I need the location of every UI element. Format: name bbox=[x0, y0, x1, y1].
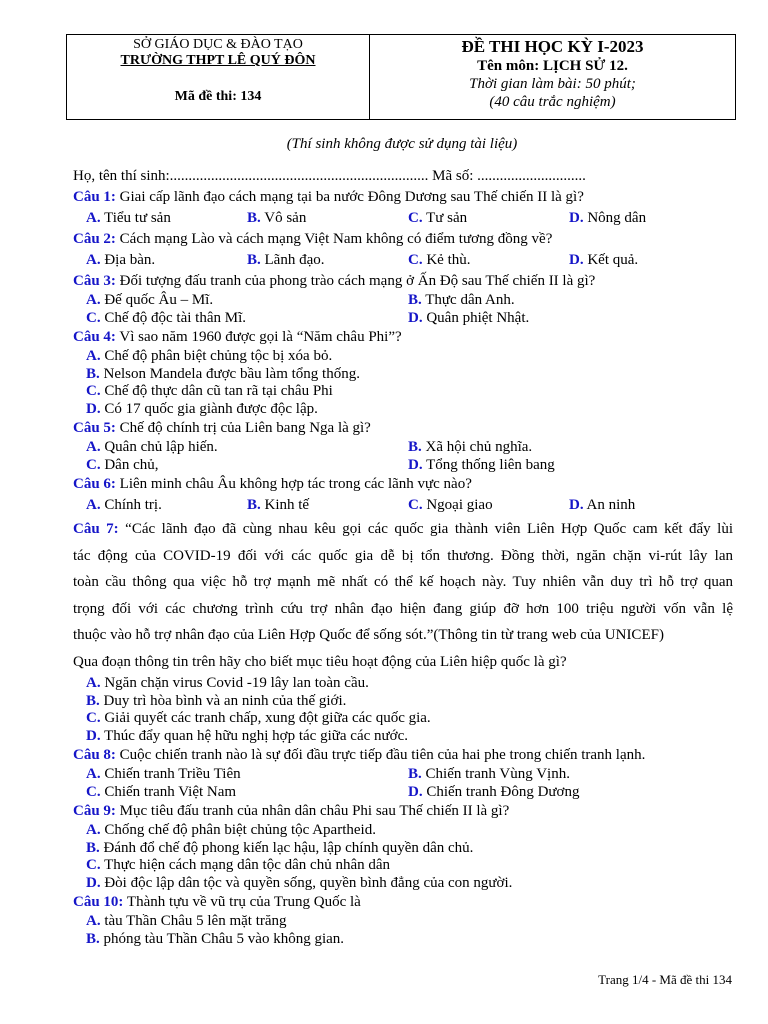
question-label: Câu 1: bbox=[73, 189, 116, 205]
option-d: D. Đòi độc lập dân tộc và quyền sống, quyền bình đẳng của con người. bbox=[86, 874, 513, 891]
option-a: A. Chiến tranh Triều Tiên bbox=[86, 766, 241, 782]
option-d: D. Thúc đẩy quan hệ hữu nghị hợp tác giữa các nước. bbox=[86, 727, 408, 744]
question-5 bbox=[73, 418, 733, 439]
school-name: TRƯỜNG THPT LÊ QUÝ ĐÔN bbox=[120, 53, 316, 68]
subject: Tên môn: LỊCH SỬ 12. bbox=[477, 58, 628, 74]
header-left bbox=[67, 35, 370, 119]
question-6 bbox=[73, 474, 733, 495]
duration: Thời gian làm bài: 50 phút; bbox=[469, 76, 636, 92]
question-text: Đối tượng đấu tranh của phong trào cách mạng ở Ấn Độ sau Thế chiến II là gì? bbox=[119, 273, 596, 289]
question-text: Thành tựu về vũ trụ của Trung Quốc là bbox=[126, 894, 361, 910]
question-label: Câu 9: bbox=[73, 803, 116, 819]
option-c: C. Ngoại giao bbox=[408, 497, 493, 513]
question-text: Mục tiêu đấu tranh của nhân dân châu Phi sau Thế chiến II là gì? bbox=[119, 803, 510, 819]
options-row bbox=[73, 766, 733, 784]
options-row bbox=[73, 784, 733, 802]
options-row bbox=[73, 439, 733, 457]
option-a: A. tàu Thần Châu 5 lên mặt trăng bbox=[86, 913, 287, 929]
option-b: B. phóng tàu Thần Châu 5 vào không gian. bbox=[86, 930, 345, 947]
option-d: D. An ninh bbox=[569, 497, 636, 513]
question-7 bbox=[73, 516, 733, 543]
option-c: C. Thực hiện cách mạng dân tộc dân chủ nhân dân bbox=[86, 857, 391, 873]
question-label: Câu 7: bbox=[73, 521, 119, 537]
header-table bbox=[66, 34, 736, 120]
no-materials-note: (Thí sinh không được sử dụng tài liệu) bbox=[286, 136, 518, 152]
options-row bbox=[73, 292, 733, 310]
options-row bbox=[73, 495, 733, 516]
exam-code: Mã đề thi: 134 bbox=[174, 89, 262, 104]
exam-content bbox=[73, 166, 733, 948]
question-8 bbox=[73, 745, 733, 766]
option-c: C. Dân chủ, bbox=[86, 456, 159, 473]
question-2 bbox=[73, 229, 733, 250]
options-row bbox=[73, 310, 733, 328]
option-d: D. Có 17 quốc gia giành được độc lập. bbox=[86, 400, 318, 417]
option-b: B. Vô sản bbox=[247, 210, 307, 226]
option-b: B. Chiến tranh Vùng Vịnh. bbox=[408, 766, 570, 782]
question-prompt: Qua đoạn thông tin trên hãy cho biết mục tiêu hoạt động của Liên hiệp quốc là gì? bbox=[73, 653, 567, 670]
option-d: D. Nông dân bbox=[569, 210, 647, 226]
question-label: Câu 6: bbox=[73, 476, 116, 492]
option-a: A. Đế quốc Âu – Mĩ. bbox=[86, 292, 214, 308]
question-text: Vì sao năm 1960 được gọi là “Năm châu Phi”? bbox=[119, 329, 402, 345]
option-c: C. Kẻ thù. bbox=[408, 252, 471, 268]
option-a: A. Chế độ phân biệt chủng tộc bị xóa bỏ. bbox=[86, 348, 333, 364]
question-text: Cách mạng Lào và cách mạng Việt Nam không có điểm tương đồng về? bbox=[119, 231, 553, 247]
option-a: A. Chống chế độ phân biệt chủng tộc Apartheid. bbox=[86, 822, 376, 838]
option-c: C. Chiến tranh Việt Nam bbox=[86, 783, 237, 800]
header-right bbox=[370, 35, 735, 119]
student-info-line: Họ, tên thí sinh:..................................................................... Mã số: ............................. bbox=[73, 168, 586, 184]
passage-line: “Các lãnh đạo đã cùng nhau kêu gọi các quốc gia thành viên Liên Hợp Quốc cam kết đẩy lùi bbox=[125, 521, 733, 537]
options-row bbox=[73, 457, 733, 475]
option-a: A. Tiểu tư sản bbox=[86, 210, 171, 226]
question-text: Giai cấp lãnh đạo cách mạng tại ba nước Đông Dương sau Thế chiến II là gì? bbox=[119, 189, 584, 205]
option-a: A. Ngăn chặn virus Covid -19 lây lan toàn cầu. bbox=[86, 675, 369, 691]
passage-line: toàn cầu thông qua việc hỗ trợ mạnh mẽ nhất có thể kế hoạch này. Tuy nhiên vẫn duy trì hỗ trợ quan bbox=[73, 574, 733, 590]
question-count: (40 câu trắc nghiệm) bbox=[489, 94, 616, 110]
option-d: D. Chiến tranh Đông Dương bbox=[408, 783, 580, 800]
question-3 bbox=[73, 271, 733, 292]
options-row bbox=[73, 208, 733, 229]
option-b: B. Thực dân Anh. bbox=[408, 292, 515, 308]
option-d: D. Kết quả. bbox=[569, 252, 639, 268]
option-d: D. Tổng thống liên bang bbox=[408, 456, 555, 473]
question-label: Câu 8: bbox=[73, 747, 116, 763]
option-a: A. Chính trị. bbox=[86, 497, 162, 513]
question-label: Câu 2: bbox=[73, 231, 116, 247]
option-a: A. Địa bàn. bbox=[86, 252, 156, 268]
page-footer: Trang 1/4 - Mã đề thi 134 bbox=[598, 972, 732, 987]
question-label: Câu 5: bbox=[73, 420, 116, 436]
option-b: B. Nelson Mandela được bầu làm tổng thống. bbox=[86, 365, 360, 382]
question-text: Liên minh châu Âu không hợp tác trong các lãnh vực nào? bbox=[119, 476, 472, 492]
option-d: D. Quân phiệt Nhật. bbox=[408, 309, 530, 326]
question-label: Câu 10: bbox=[73, 894, 124, 910]
option-c: C. Tư sản bbox=[408, 210, 468, 226]
question-label: Câu 3: bbox=[73, 273, 116, 289]
question-text: Cuộc chiến tranh nào là sự đối đầu trực tiếp đầu tiên của hai phe trong chiến tranh lạnh. bbox=[119, 747, 646, 763]
passage-line: trọng đối với các chương trình cứu trợ nhân đạo hiện đang giúp đỡ hơn 100 triệu người vốn vẫn lệ bbox=[73, 600, 733, 617]
option-b: B. Duy trì hòa bình và an ninh của thế giới. bbox=[86, 692, 347, 709]
option-c: C. Giải quyết các tranh chấp, xung đột giữa các quốc gia. bbox=[86, 710, 431, 726]
question-9 bbox=[73, 801, 733, 822]
question-4 bbox=[73, 327, 733, 348]
option-c: C. Chế độ thực dân cũ tan rã tại châu Phi bbox=[86, 383, 333, 399]
exam-title: ĐỀ THI HỌC KỲ I-2023 bbox=[461, 37, 644, 56]
option-b: B. Kinh tế bbox=[247, 497, 310, 513]
department-name: SỞ GIÁO DỤC & ĐÀO TẠO bbox=[133, 37, 303, 52]
option-c: C. Chế độ độc tài thân Mĩ. bbox=[86, 309, 246, 326]
question-10 bbox=[73, 892, 733, 913]
question-text: Chế độ chính trị của Liên bang Nga là gì? bbox=[119, 420, 371, 436]
passage-line: thuộc vào hỗ trợ nhân đạo của Liên Hợp Quốc để sống sót.”(Thông tin từ trang web của UNICEF) bbox=[73, 627, 664, 643]
question-label: Câu 4: bbox=[73, 329, 116, 345]
options-row bbox=[73, 250, 733, 271]
option-b: B. Đánh đổ chế độ phong kiến lạc hậu, lập chính quyền dân chủ. bbox=[86, 839, 474, 856]
passage-line: tác động của COVID-19 đối với các quốc gia dễ bị tổn thương. Đồng thời, ngăn chặn vi-rút lây lan bbox=[73, 547, 733, 564]
option-b: B. Xã hội chủ nghĩa. bbox=[408, 439, 533, 455]
option-a: A. Quân chủ lập hiến. bbox=[86, 439, 218, 455]
option-b: B. Lãnh đạo. bbox=[247, 252, 325, 268]
question-1 bbox=[73, 187, 733, 208]
